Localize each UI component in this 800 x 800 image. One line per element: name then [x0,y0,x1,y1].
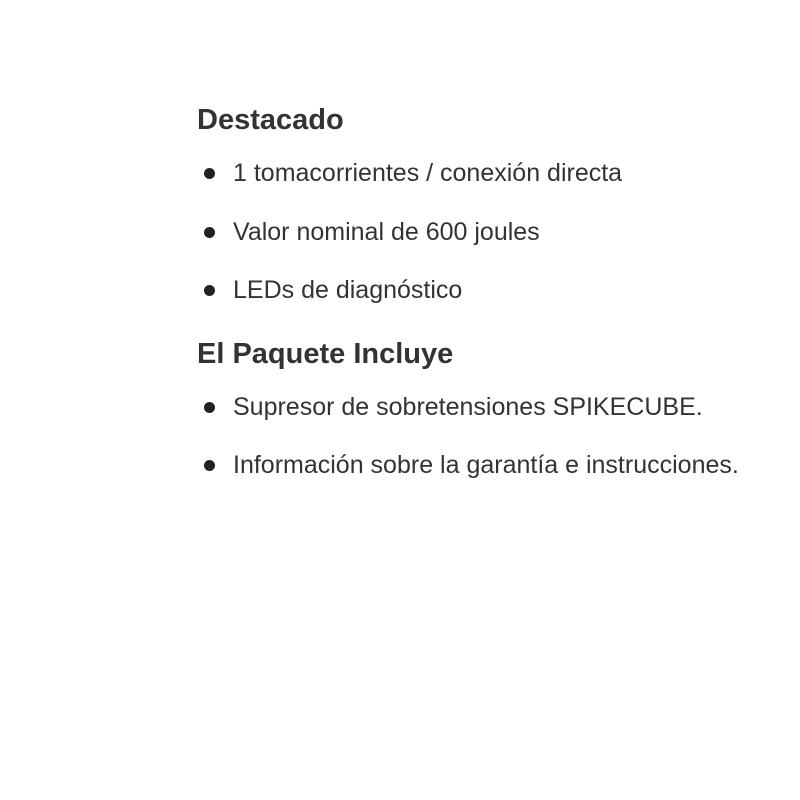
bullet-dot-icon [204,227,215,238]
list-item [197,436,757,495]
highlights-list [197,144,757,320]
product-details [197,98,757,495]
section-title-destacado: Destacado [197,104,344,136]
bullet-dot-icon [204,402,215,413]
bullet-dot-icon [204,285,215,296]
list-item [197,144,757,203]
list-item [197,261,757,320]
list-item [197,203,757,262]
list-item-text: 1 tomacorrientes / conexión directa [233,159,623,187]
bullet-dot-icon [204,168,215,179]
section-title-paquete-incluye: El Paquete Incluye [197,337,454,370]
list-item-text: Valor nominal de 600 joules [233,217,540,246]
list-item-text: Información sobre la garantía e instrucciones. [233,451,739,479]
list-item-text: Supresor de sobretensiones SPIKECUBE. [233,392,703,421]
package-contents-list [197,378,757,495]
list-item [197,378,757,437]
bullet-dot-icon [204,460,215,471]
list-item-text: LEDs de diagnóstico [233,276,463,304]
